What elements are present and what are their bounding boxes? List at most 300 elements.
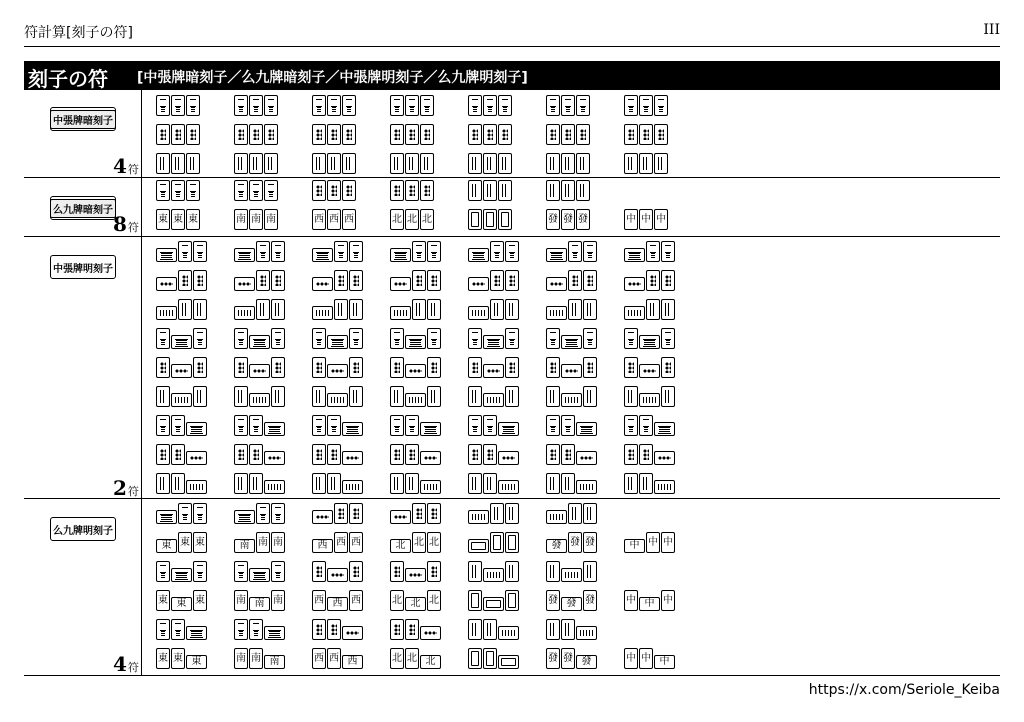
man-tile [405,415,419,436]
dots-tile [412,270,426,291]
honor-tile: 西 [312,539,333,553]
dots-tile [420,451,441,465]
man-tile [234,248,255,262]
tile-group [546,153,591,174]
bars-tile [349,299,363,320]
bars-tile [568,299,582,320]
fu-value [113,476,139,498]
bars-tile [342,153,356,174]
dots-tile [576,124,590,145]
tile-group [624,415,676,436]
bars-tile [505,561,519,582]
honor-tile: 西 [327,648,341,669]
dots-tile [327,568,348,582]
dots-tile [312,124,326,145]
bars-tile [624,306,645,320]
dots-tile [312,510,333,524]
blank-tile [468,539,489,553]
man-tile [156,248,177,262]
bars-tile [483,180,497,201]
dots-tile [327,444,341,465]
tile-group [312,503,364,524]
bars-tile [583,561,597,582]
man-tile [576,95,590,116]
honor-tile: 東 [178,532,192,553]
tile-group [390,270,442,291]
tile-group [312,270,364,291]
page-header [24,22,1000,44]
tile-group [156,124,201,145]
honor-tile: 南 [271,532,285,553]
dots-tile [327,124,341,145]
tile-group [234,357,286,378]
blank-tile [468,209,482,230]
bars-tile [312,306,333,320]
dots-tile [427,503,441,524]
dots-tile [654,451,675,465]
man-tile [661,328,675,349]
honor-tile: 西 [327,209,341,230]
man-tile [561,415,575,436]
tile-group [390,209,435,230]
man-tile [264,626,285,640]
dots-tile [264,451,285,465]
bars-tile [234,473,248,494]
tile-group [156,299,208,320]
honor-tile: 東 [193,532,207,553]
man-tile [546,415,560,436]
honor-tile: 西 [312,648,326,669]
man-tile [624,328,638,349]
tile-group [312,299,364,320]
honor-tile: 西 [349,532,363,553]
man-tile [505,241,519,262]
bars-tile [576,153,590,174]
tile-group [234,95,279,116]
dots-tile [405,444,419,465]
man-tile [583,241,597,262]
tile-group [624,386,676,407]
man-tile [249,619,263,640]
tile-group [546,270,598,291]
honor-tile: 發 [561,597,582,611]
bars-tile [312,153,326,174]
tile-group [312,619,364,640]
label-yaochu-ankou [50,196,116,220]
man-tile [234,510,255,524]
fu-number: 8 [113,212,127,236]
honor-tile: 中 [661,532,675,553]
tile-group [390,532,442,553]
dots-tile [468,277,489,291]
dots-tile [390,180,404,201]
honor-tile: 發 [561,209,575,230]
man-tile [412,241,426,262]
fu-value [113,154,139,176]
tile-group [546,532,598,553]
dots-tile [256,270,270,291]
tile-group [390,648,442,669]
dots-tile [498,451,519,465]
bars-tile [193,386,207,407]
man-tile [483,335,504,349]
bars-tile [654,480,675,494]
tile-group [624,209,669,230]
tile-group [234,444,286,465]
honor-tile: 發 [546,539,567,553]
man-tile [271,561,285,582]
tile-group [234,503,286,524]
dots-tile [171,364,192,378]
bars-tile [412,299,426,320]
label-text: 中張牌暗刻子 [50,110,116,129]
tile-group [546,561,598,582]
man-tile [654,95,668,116]
label-text: 么九牌明刻子 [53,525,113,537]
man-tile [546,95,560,116]
man-tile [234,180,248,201]
honor-tile: 北 [412,532,426,553]
man-tile [427,241,441,262]
man-tile [576,422,597,436]
tile-group [156,209,201,230]
man-tile [561,95,575,116]
man-tile [390,328,404,349]
man-tile [342,95,356,116]
tile-group [156,444,208,465]
man-tile [561,335,582,349]
dots-tile [405,364,426,378]
honor-tile: 中 [639,209,653,230]
bars-tile [546,619,560,640]
bars-tile [498,626,519,640]
man-tile [405,335,426,349]
tile-group [468,180,513,201]
bars-tile [405,393,426,407]
bars-tile [171,393,192,407]
tile-group [624,328,676,349]
tile-group [390,328,442,349]
man-tile [156,180,170,201]
honor-tile: 北 [390,209,404,230]
tile-group [468,153,513,174]
honor-tile: 發 [576,655,597,669]
tile-group [624,270,676,291]
tile-group [546,473,598,494]
man-tile [249,180,263,201]
header-rule [24,46,1000,47]
honor-tile: 東 [156,648,170,669]
tile-group [156,241,208,262]
bars-tile [483,619,497,640]
man-tile [468,95,482,116]
bars-tile [583,386,597,407]
man-tile [342,422,363,436]
dots-tile [327,364,348,378]
honor-tile: 東 [171,648,185,669]
dots-tile [349,357,363,378]
tile-group [312,386,364,407]
bars-tile [490,299,504,320]
man-tile [171,95,185,116]
bars-tile [342,480,363,494]
man-tile [249,415,263,436]
bars-tile [546,510,567,524]
tile-group [312,95,357,116]
tile-group [624,357,676,378]
dots-tile [327,180,341,201]
tile-group [156,180,201,201]
dots-tile [264,124,278,145]
tile-group [234,619,286,640]
tile-group [234,180,279,201]
bars-tile [505,299,519,320]
dots-tile [490,270,504,291]
man-tile [171,415,185,436]
tile-group [546,180,591,201]
blank-tile [505,590,519,611]
tile-group [312,532,364,553]
dots-tile [661,270,675,291]
man-tile [271,328,285,349]
dots-tile [546,277,567,291]
dots-tile [342,124,356,145]
tile-group [546,648,598,669]
tile-group [234,648,286,669]
tile-group [390,619,442,640]
section-rule [24,177,1000,178]
dots-tile [312,180,326,201]
bars-tile [468,473,482,494]
bars-tile [468,153,482,174]
tile-group [156,648,208,669]
dots-tile [654,124,668,145]
dots-tile [342,180,356,201]
dots-tile [390,357,404,378]
tile-group [234,124,279,145]
dots-tile [483,364,504,378]
tile-group [624,95,669,116]
bars-tile [661,299,675,320]
bars-tile [546,561,560,582]
dots-tile [405,180,419,201]
man-tile [639,415,653,436]
honor-tile: 西 [312,590,326,611]
dots-tile [390,619,404,640]
tile-group [234,532,286,553]
dots-tile [505,357,519,378]
tile-group [468,444,520,465]
tile-group [546,503,598,524]
dots-tile [468,357,482,378]
fu-number: 4 [113,154,127,178]
honor-tile: 中 [624,648,638,669]
man-tile [468,248,489,262]
man-tile [661,241,675,262]
fu-unit: 符 [127,221,139,234]
dots-tile [234,124,248,145]
bars-tile [661,386,675,407]
tile-group [312,648,364,669]
honor-tile: 東 [156,209,170,230]
dots-tile [193,270,207,291]
tile-group [546,590,598,611]
dots-tile [576,451,597,465]
man-tile [546,328,560,349]
tile-group [468,415,520,436]
blank-tile [483,597,504,611]
man-tile [483,415,497,436]
tile-group [156,561,208,582]
honor-tile: 南 [256,532,270,553]
bars-tile [327,393,348,407]
dots-tile [342,626,363,640]
dots-tile [561,124,575,145]
tile-group [234,590,286,611]
tile-group [312,153,357,174]
bars-tile [639,153,653,174]
man-tile [624,95,638,116]
man-tile [249,95,263,116]
tile-group [468,473,520,494]
man-tile [490,241,504,262]
tile-group [546,209,591,230]
dots-tile [483,444,497,465]
tile-group [156,270,208,291]
man-tile [193,241,207,262]
tile-group [156,386,208,407]
bars-tile [498,180,512,201]
dots-tile [312,277,333,291]
honor-tile: 西 [334,532,348,553]
honor-tile: 發 [576,209,590,230]
tile-group [546,95,591,116]
tile-group [624,299,676,320]
man-tile [624,248,645,262]
man-tile [264,422,285,436]
tile-group [624,532,676,553]
honor-tile: 北 [405,648,419,669]
tile-group [624,153,669,174]
honor-tile: 北 [427,532,441,553]
tile-group [234,299,286,320]
man-tile [171,180,185,201]
bars-tile [420,480,441,494]
tile-group [468,619,520,640]
bars-tile [561,568,582,582]
bars-tile [234,306,255,320]
man-tile [312,328,326,349]
bars-tile [498,480,519,494]
tile-group [468,357,520,378]
blank-tile [490,532,504,553]
bars-tile [390,386,404,407]
tile-group [624,124,669,145]
bars-tile [390,153,404,174]
honor-tile: 中 [654,209,668,230]
man-tile [256,503,270,524]
tile-group [390,299,442,320]
tile-group [156,357,208,378]
tile-group [390,561,442,582]
dots-tile [498,124,512,145]
dots-tile [156,124,170,145]
bars-tile [156,473,170,494]
man-tile [178,503,192,524]
dots-tile [349,561,363,582]
man-tile [420,95,434,116]
bars-tile [505,503,519,524]
tile-group [468,561,520,582]
man-tile [639,95,653,116]
tile-group [390,241,442,262]
dots-tile [390,277,411,291]
banner-title: 刻子の符 [28,67,108,91]
honor-tile: 北 [405,597,426,611]
man-tile [171,619,185,640]
dots-tile [405,568,426,582]
blank-tile [498,209,512,230]
blank-tile [468,590,482,611]
man-tile [483,95,497,116]
dots-tile [661,357,675,378]
honor-tile: 北 [390,539,411,553]
bars-tile [561,393,582,407]
bars-tile [420,153,434,174]
man-tile [156,95,170,116]
honor-tile: 東 [193,590,207,611]
tile-group [468,328,520,349]
bars-tile [561,619,575,640]
dots-tile [234,444,248,465]
tile-group [390,503,442,524]
tile-group [468,241,520,262]
bars-tile [561,180,575,201]
dots-tile [334,503,348,524]
tile-group [234,270,286,291]
honor-tile: 中 [646,532,660,553]
tile-group [312,473,364,494]
dots-tile [583,357,597,378]
dots-tile [249,444,263,465]
dots-tile [639,444,653,465]
man-tile [234,328,248,349]
man-tile [264,95,278,116]
bars-tile [468,510,489,524]
man-tile [156,510,177,524]
dots-tile [405,124,419,145]
tile-group [546,357,598,378]
bars-tile [483,153,497,174]
bars-tile [249,473,263,494]
dots-tile [468,444,482,465]
tile-group [390,357,442,378]
man-tile [334,241,348,262]
tile-group [468,648,520,669]
dots-tile [427,357,441,378]
man-tile [427,328,441,349]
man-tile [498,95,512,116]
dots-tile [624,357,638,378]
tile-group [312,561,364,582]
man-tile [234,561,248,582]
honor-tile: 南 [234,209,248,230]
bars-tile [561,153,575,174]
tile-group [390,180,435,201]
tile-group [312,328,364,349]
man-tile [256,241,270,262]
dots-tile [156,444,170,465]
